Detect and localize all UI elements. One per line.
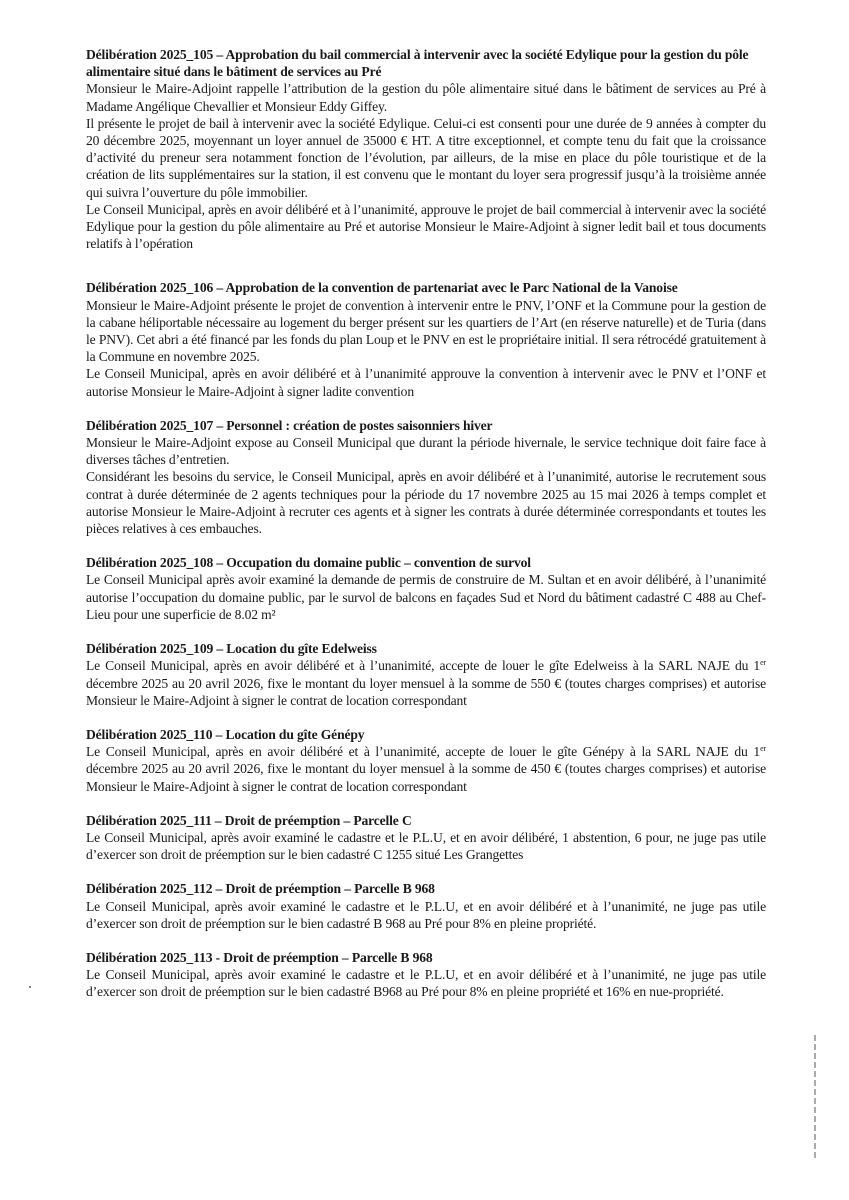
ordinal-superscript: er: [760, 744, 766, 754]
section-title: Délibération 2025_110 – Location du gîte Génépy: [86, 726, 365, 742]
paragraph-text: décembre 2025 au 20 avril 2026, fixe le montant du loyer mensuel à la somme de 550 € (toutes charges comprises) et autorise Monsieur le Maire-Adjoint à signer le contrat de location correspondant: [86, 675, 766, 708]
deliberation-2025-110: [86, 726, 766, 795]
deliberation-2025-109: [86, 640, 766, 709]
section-paragraph: Le Conseil Municipal, après en avoir délibéré et à l’unanimité approuve la convention à intervenir avec le PNV et l’ONF et autorise Monsieur le Maire-Adjoint à signer ladite convention: [86, 366, 766, 399]
deliberation-2025-105: [86, 46, 766, 252]
section-paragraph: Le Conseil Municipal, après en avoir délibéré et à l’unanimité, approuve le projet de bail commercial à intervenir avec la société Edylique pour la gestion du pôle alimentaire au Pré et autorise Monsieur le Maire-Adjoint à signer ledit bail et tous documents relatifs à l’opération: [86, 201, 766, 252]
section-paragraph: Le Conseil Municipal, après avoir examiné le cadastre et le P.L.U, et en avoir délibéré, 1 abstention, 6 pour, ne juge pas utile d’exercer son droit de préemption sur le bien cadastré C 1255 situé Les Grangettes: [86, 829, 766, 863]
deliberation-2025-111: [86, 812, 766, 864]
ordinal-superscript: er: [760, 658, 766, 668]
section-paragraph: Il présente le projet de bail à intervenir avec la société Edylique. Celui-ci est consenti pour une durée de 9 années à compter du 20 décembre 2025, moyennant un loyer annuel de 35000 € HT. A titre exceptionnel, et compte tenu du fait que la croissance d’activité du preneur sera notamment fonction de l’évolution, par ailleurs, de la mise en place du pôle touristique et de la création de lits supplémentaires sur la station, il est convenu que le montant du loyer sera progressif jusqu’à la troisième année qui suivra l’ouverture du pôle immobilier.: [86, 115, 766, 200]
section-paragraph: Le Conseil Municipal, après avoir examiné le cadastre et le P.L.U, et en avoir délibéré et à l’unanimité, ne juge pas utile d’exercer son droit de préemption sur le bien cadastré B 968 au Pré pour 8% en pleine propriété.: [86, 898, 766, 931]
section-title: Délibération 2025_108 – Occupation du domaine public – convention de survol: [86, 555, 531, 571]
section-title: Délibération 2025_106 – Approbation de la convention de partenariat avec le Parc National de la Vanoise: [86, 280, 678, 296]
section-title: Délibération 2025_112 – Droit de préemption – Parcelle B 968: [86, 881, 435, 897]
section-paragraph: Considérant les besoins du service, le Conseil Municipal, après en avoir délibéré et à l’unanimité, autorise le recrutement sous contrat à durée déterminée de 2 agents techniques pour la période du 17 novembre 2025 au 15 mai 2026 à temps complet et autorise Monsieur le Maire-Adjoint à recruter ces agents et à signer les contrats à durée déterminée correspondants et toutes les pièces relatives à ces embauches.: [86, 469, 766, 537]
paragraph-text: Le Conseil Municipal, après en avoir délibéré et à l’unanimité, accepte de louer le gîte Génépy à la SARL NAJE du 1: [86, 744, 761, 760]
section-paragraph: [86, 657, 766, 709]
section-paragraph: Monsieur le Maire-Adjoint rappelle l’attribution de la gestion du pôle alimentaire situé dans le bâtiment de services au Pré à Madame Angélique Chevallier et Monsieur Eddy Giffey.: [86, 81, 766, 114]
paragraph-text: Le Conseil Municipal, après en avoir délibéré et à l’unanimité, accepte de louer le gîte Edelweiss à la SARL NAJE du 1: [86, 658, 761, 674]
section-paragraph: Le Conseil Municipal après avoir examiné la demande de permis de construire de M. Sultan et en avoir délibéré, à l’unanimité autorise l’occupation du domaine public, par le survol de balcons en façades Sud et Nord du bâtiment cadastré C 488 au Chef-Lieu pour une superficie de 8.02 m²: [86, 572, 766, 622]
scan-artifact-line: [814, 1035, 816, 1160]
section-title: Délibération 2025_107 – Personnel : création de postes saisonniers hiver: [86, 417, 493, 433]
section-title: Délibération 2025_111 – Droit de préemption – Parcelle C: [86, 812, 412, 828]
deliberation-2025-113: [86, 949, 766, 1001]
paragraph-text: décembre 2025 au 20 avril 2026, fixe le montant du loyer mensuel à la somme de 450 € (toutes charges comprises) et autorise Monsieur le Maire-Adjoint à signer le contrat de location correspondant: [86, 761, 766, 794]
deliberation-2025-108: [86, 554, 766, 623]
deliberation-2025-107: [86, 417, 766, 537]
document-page: [86, 46, 766, 1001]
deliberation-2025-112: [86, 880, 766, 932]
section-paragraph: Monsieur le Maire-Adjoint présente le projet de convention à intervenir entre le PNV, l’ONF et la Commune pour la gestion de la cabane héliportable nécessaire au logement du berger présent sur les quartiers de l’Art (en réserve naturelle) et de Turia (dans le PNV). Cet abri a été financé par les fonds du plan Loup et le PNV en est le propriétaire initial. Il sera rétrocédé gratuitement à la Commune en novembre 2025.: [86, 297, 766, 365]
section-title: Délibération 2025_105 – Approbation du bail commercial à intervenir avec la société Edylique pour la gestion du pôle alimentaire situé dans le bâtiment de services au Pré: [86, 47, 749, 80]
section-paragraph: [86, 743, 766, 795]
section-title: Délibération 2025_113 - Droit de préemption – Parcelle B 968: [86, 949, 433, 965]
scan-artifact-dot: [29, 986, 31, 988]
section-title: Délibération 2025_109 – Location du gîte Edelweiss: [86, 641, 377, 657]
section-paragraph: Le Conseil Municipal, après avoir examiné le cadastre et le P.L.U, et en avoir délibéré et à l’unanimité, ne juge pas utile d’exercer son droit de préemption sur le bien cadastré B968 au Pré pour 8% en pleine propriété et 16% en nue-propriété.: [86, 967, 766, 1000]
section-paragraph: Monsieur le Maire-Adjoint expose au Conseil Municipal que durant la période hivernale, le service technique doit faire face à diverses tâches d’entretien.: [86, 435, 766, 468]
deliberation-2025-106: [86, 279, 766, 399]
